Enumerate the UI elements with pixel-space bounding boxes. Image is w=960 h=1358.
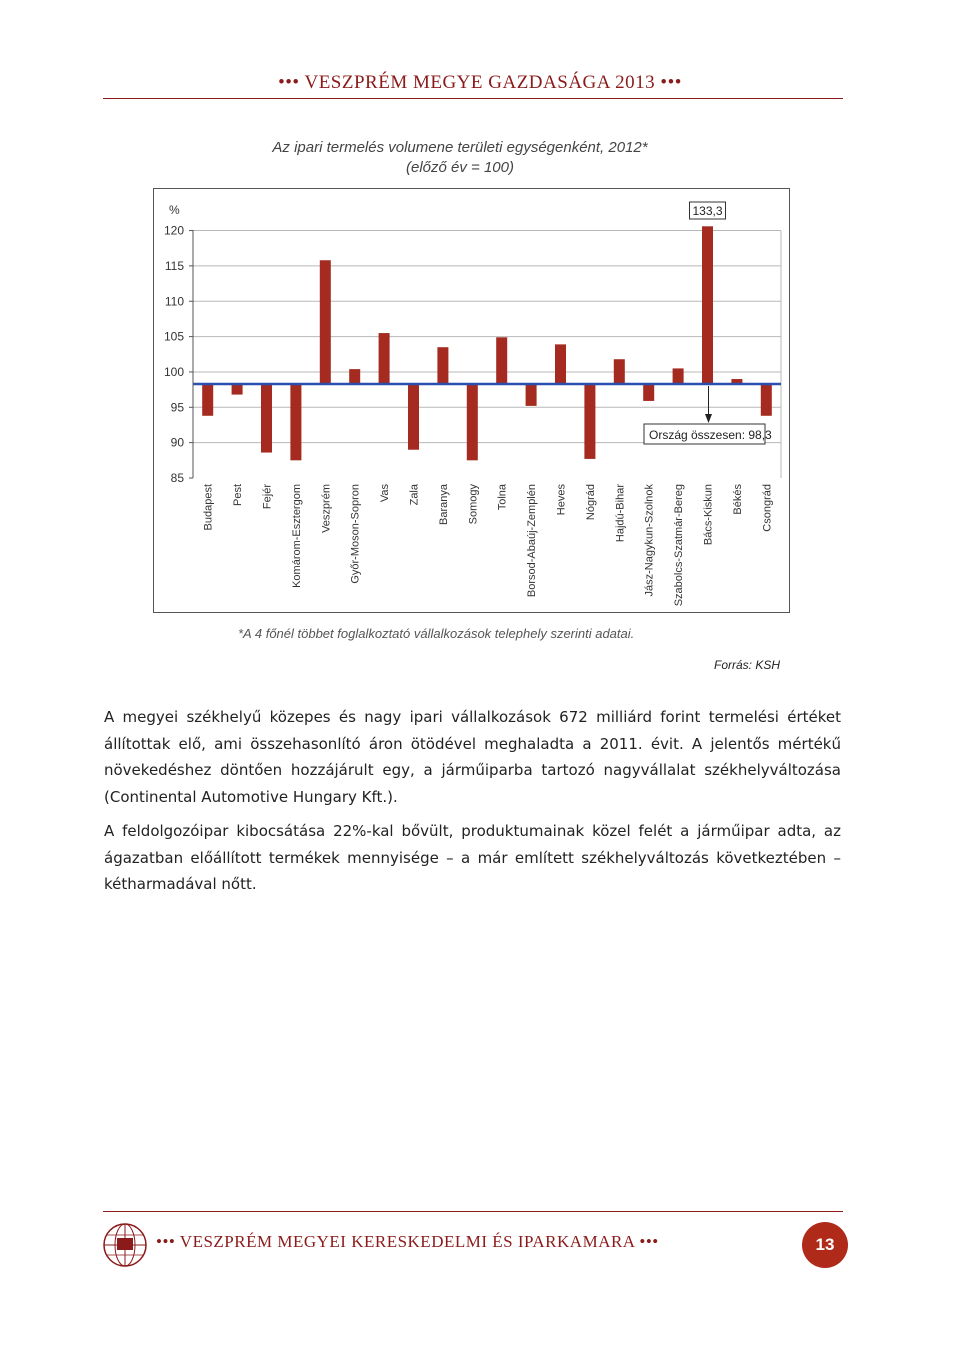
x-tick-label: Csongrád: [761, 484, 774, 532]
x-tick-label: Szabolcs-Szatmár-Bereg: [673, 484, 686, 607]
x-tick-label: Tolna: [496, 484, 509, 511]
x-tick-label: Komárom-Esztergom: [290, 484, 303, 588]
x-tick-label: Somogy: [467, 484, 480, 525]
bar: [643, 384, 654, 401]
bar: [202, 384, 213, 416]
max-value-callout: [690, 202, 726, 219]
bar: [437, 347, 448, 384]
y-tick-label: 95: [170, 400, 184, 415]
y-tick-label: 90: [170, 435, 184, 450]
country-total-label: Ország összesen: 98,3: [649, 428, 772, 442]
y-tick-label: 100: [163, 364, 184, 379]
y-unit-label: %: [169, 203, 180, 217]
x-tick-label: Pest: [232, 484, 245, 507]
bar: [320, 260, 331, 384]
bar: [761, 384, 772, 416]
y-tick-label: 115: [164, 258, 184, 273]
page-number-badge: 13: [802, 1222, 848, 1268]
chart-footnote: *A 4 főnél többet foglalkoztató vállalkozások telephely szerinti adatai.: [238, 626, 635, 641]
footer-organization: ••• VESZPRÉM MEGYEI KERESKEDELMI ÉS IPARKAMARA •••: [156, 1232, 659, 1251]
x-tick-label: Nógrád: [584, 484, 597, 521]
bar: [614, 359, 625, 384]
footer-rule: [103, 1211, 843, 1212]
body-paragraph-2: A feldolgozóipar kibocsátása 22%-kal bővült, produktumainak közel felét a járműipar adta, az ágazatban előállított termékek mennyisége – a már említett székhelyváltozás következtében – kétharmadával nőtt.: [104, 822, 841, 893]
x-tick-label: Győr-Moson-Sopron: [349, 484, 362, 584]
x-tick-label: Fejér: [261, 484, 274, 510]
running-header: ••• VESZPRÉM MEGYE GAZDASÁGA 2013 •••: [278, 72, 682, 93]
y-tick-label: 120: [163, 223, 184, 238]
bar: [555, 344, 566, 384]
bar: [526, 384, 537, 406]
chart-source: Forrás: KSH: [714, 658, 781, 672]
y-tick-label: 110: [164, 294, 184, 309]
x-tick-label: Békés: [731, 484, 744, 515]
bar: [467, 384, 478, 460]
x-tick-label: Budapest: [202, 484, 215, 531]
bar-chart: [153, 188, 791, 614]
header-rule: [103, 98, 843, 99]
chart-title: Az ipari termelés volumene területi egységenként, 2012*: [272, 139, 648, 156]
bar: [496, 337, 507, 384]
x-tick-label: Hajdú-Bihar: [614, 484, 627, 543]
y-tick-label: 85: [170, 471, 184, 485]
bar: [408, 384, 419, 450]
bar: [584, 384, 595, 459]
bar: [702, 226, 713, 384]
bar: [290, 384, 301, 460]
x-tick-label: Jász-Nagykun-Szolnok: [643, 484, 656, 597]
y-tick-label: 105: [163, 329, 184, 344]
x-tick-label: Heves: [555, 484, 568, 516]
bar: [379, 333, 390, 384]
x-tick-label: Zala: [408, 484, 421, 506]
x-tick-label: Bács-Kiskun: [702, 484, 715, 546]
body-paragraph-1: A megyei székhelyű közepes és nagy ipari vállalkozások 672 milliárd forint termelési értéket állítottak elő, ami összehasonlító áron ötödével meghaladta a 2011. évit. A jelentős mértékű növekedéshez döntően hozzájárult egy, a járműiparba tartozó nagyvállalat székhelyváltozása (Continental Automotive Hungary Kft.).: [104, 708, 841, 806]
bar: [349, 369, 360, 384]
chamber-globe-logo-icon: [100, 1220, 150, 1270]
x-tick-label: Veszprém: [320, 484, 333, 533]
x-tick-label: Borsod-Abaúj-Zemplén: [526, 484, 539, 598]
bar: [673, 368, 684, 384]
x-tick-label: Vas: [379, 484, 392, 503]
x-tick-label: Baranya: [437, 484, 450, 525]
chart-subtitle: (előző év = 100): [406, 159, 514, 176]
max-value-label: 133,3: [692, 204, 723, 218]
bar: [261, 384, 272, 453]
bar: [232, 384, 243, 395]
